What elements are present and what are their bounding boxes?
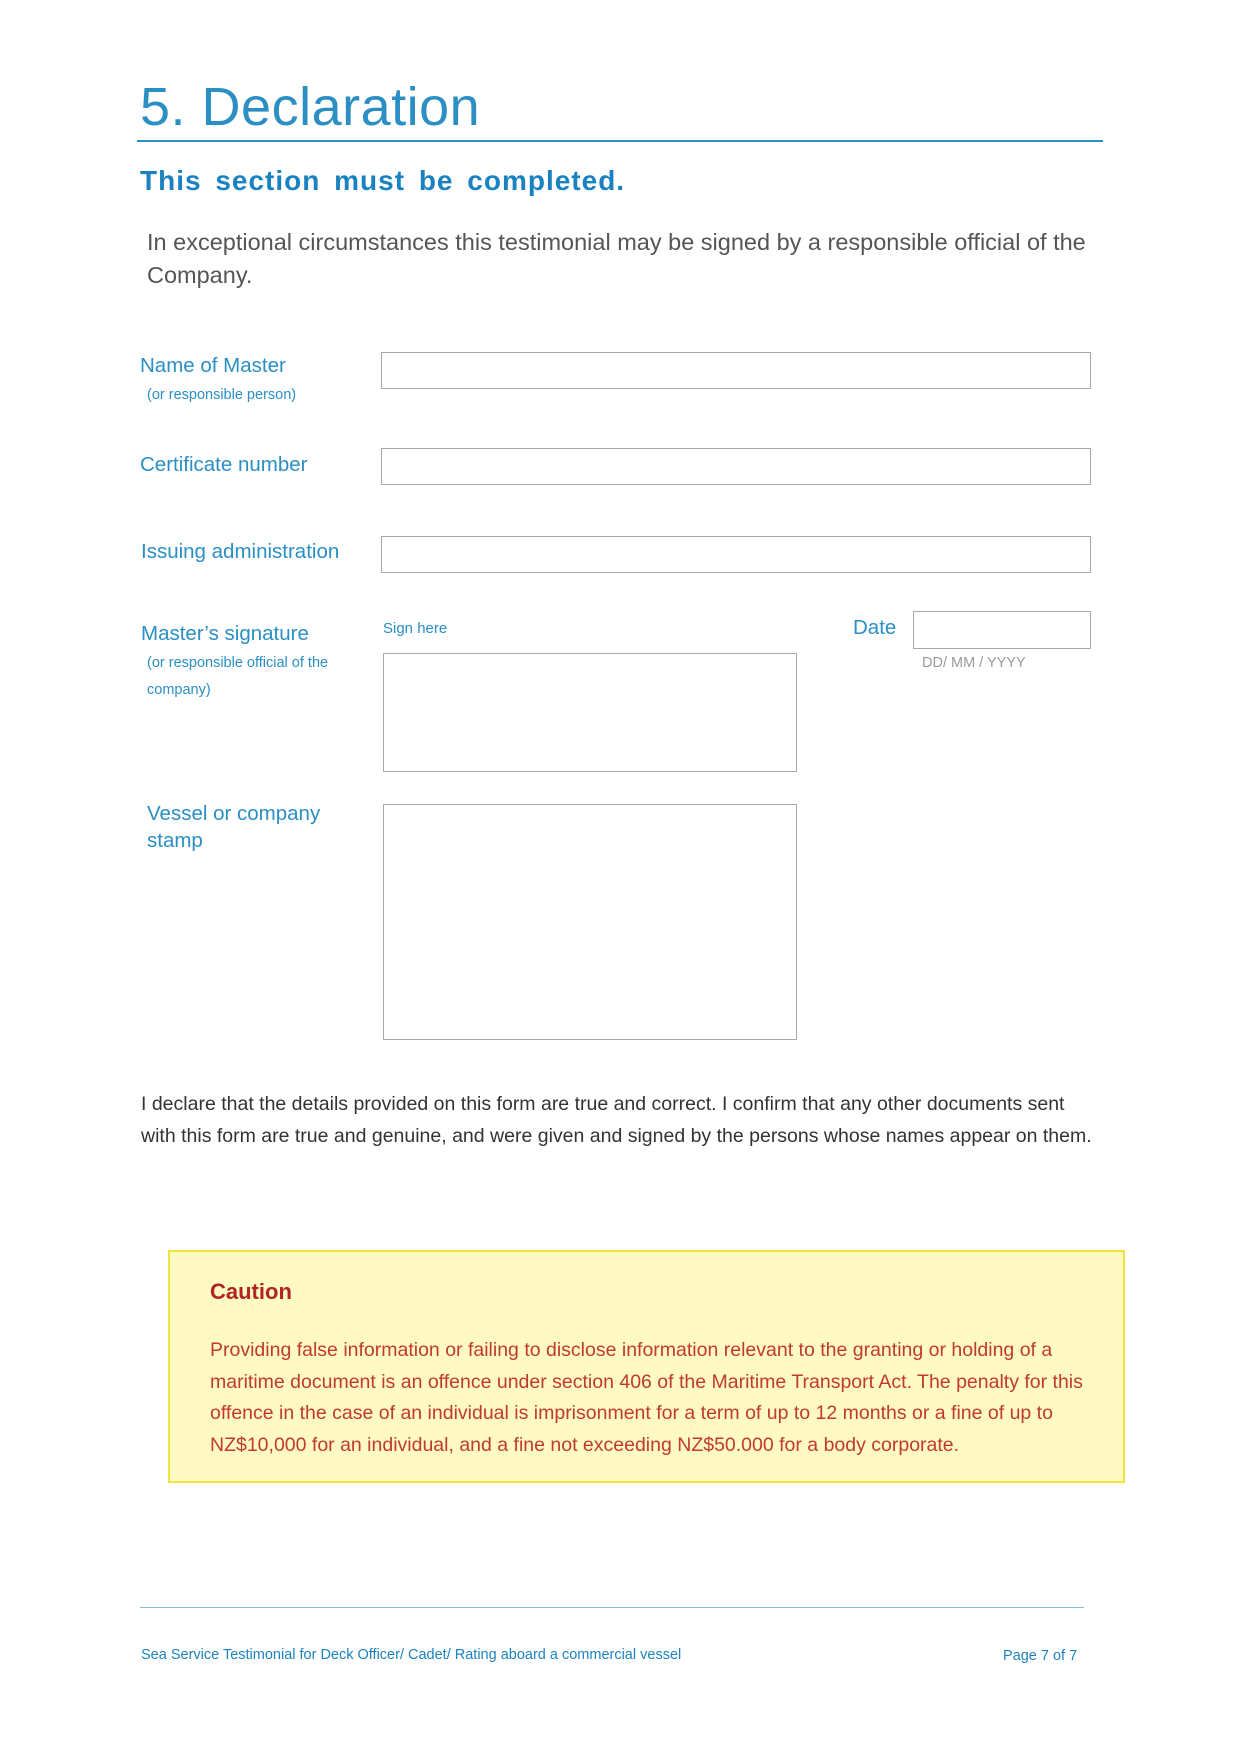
name-of-master-input[interactable] (381, 352, 1091, 389)
date-format-hint: DD/ MM / YYYY (922, 655, 1026, 671)
stamp-box[interactable] (383, 804, 797, 1040)
signature-label: Master’s signature (141, 622, 309, 645)
caution-text: Providing false information or failing to disclose information relevant to the granting or holding of a maritime document is an offence under section 406 of the Maritime Transport Act. The penalty for this offence in the case of an individual is imprisonment for a term of up to 12 months or a fine of up to NZ$10,000 for an individual, and a fine not exceeding NZ$50.000 for a body corporate. (210, 1339, 1083, 1456)
name-of-master-label: Name of Master (140, 354, 286, 377)
stamp-label: Vessel or company stamp (147, 802, 321, 852)
certificate-number-label: Certificate number (140, 453, 308, 476)
caution-title: Caution (210, 1279, 292, 1304)
name-of-master-sublabel: (or responsible person) (147, 387, 297, 403)
sign-here-hint: Sign here (383, 620, 448, 637)
footer-divider (140, 1607, 1084, 1608)
issuing-administration-label: Issuing administration (141, 540, 340, 563)
section-subheading: This section must be completed. (140, 165, 626, 196)
heading-divider (137, 140, 1103, 142)
caution-box (168, 1250, 1125, 1483)
date-input[interactable] (913, 611, 1091, 649)
certificate-number-input[interactable] (381, 448, 1091, 485)
footer-page-number: Page 7 of 7 (1003, 1648, 1078, 1664)
declaration-text: I declare that the details provided on this form are true and correct. I confirm that any other documents sent with this form are true and genuine, and were given and signed by the persons whose names appear on them. (141, 1093, 1092, 1147)
signature-box[interactable] (383, 653, 797, 772)
issuing-administration-input[interactable] (381, 536, 1091, 573)
intro-text: In exceptional circumstances this testimonial may be signed by a responsible official of the Company. (147, 229, 1086, 288)
date-label: Date (853, 616, 897, 639)
section-heading: 5. Declaration (140, 77, 481, 137)
signature-sublabel: (or responsible official of the company) (147, 655, 329, 698)
footer-document-title: Sea Service Testimonial for Deck Officer/ Cadet/ Rating aboard a commercial vessel (141, 1647, 682, 1663)
